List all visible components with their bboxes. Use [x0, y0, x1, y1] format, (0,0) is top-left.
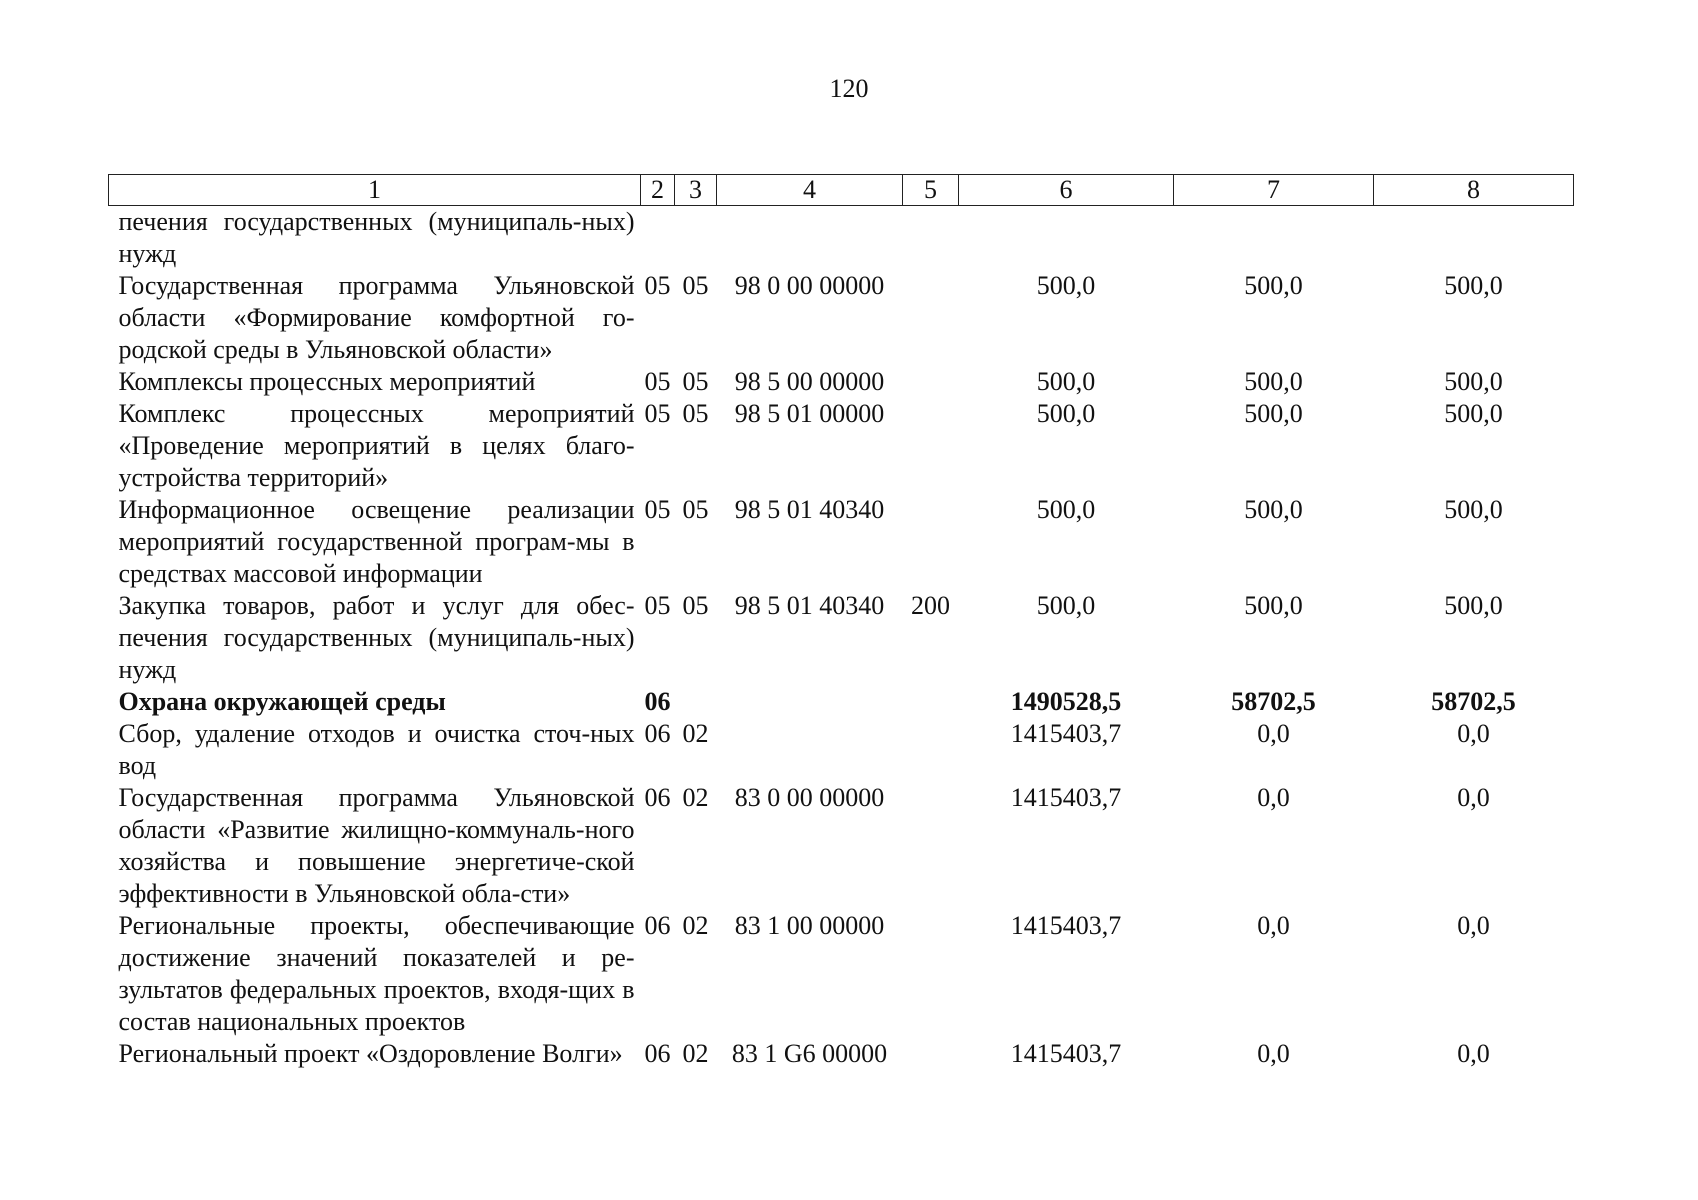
row-section	[641, 206, 675, 271]
row-amount-7: 0,0	[1257, 911, 1290, 940]
row-amount-6: 1415403,7	[1010, 783, 1122, 812]
row-subsection: 02	[682, 1039, 709, 1068]
row-target-code: 98 5 00 00000	[734, 367, 885, 396]
row-amount-7: 58702,5	[1231, 687, 1316, 716]
table-header-row	[109, 175, 1574, 206]
budget-table	[108, 174, 1574, 1070]
column-header-4: 4	[717, 175, 903, 206]
row-amount-8: 0,0	[1457, 719, 1490, 748]
column-header-7: 7	[1174, 175, 1374, 206]
row-amount-7: 500,0	[1244, 367, 1303, 396]
row-name: Государственная программа Ульяновской области «Формирование комфортной го-родской среды в Ульяновской области»	[118, 271, 635, 364]
row-subsection: 05	[682, 399, 709, 428]
row-amount-8: 58702,5	[1431, 687, 1516, 716]
row-target-code: 83 1 G6 00000	[731, 1039, 888, 1068]
row-target-code: 98 5 01 40340	[734, 591, 885, 620]
row-expense-type	[903, 270, 959, 366]
table-row	[109, 590, 1574, 686]
row-name: Закупка товаров, работ и услуг для обес-печения государственных (муниципаль-ных) нужд	[118, 591, 635, 684]
row-expense-type	[903, 910, 959, 1038]
row-amount-6: 1415403,7	[1010, 1039, 1122, 1068]
row-amount-6: 1415403,7	[1010, 911, 1122, 940]
table-row	[109, 1038, 1574, 1070]
row-amount-6: 1490528,5	[1010, 687, 1122, 716]
row-amount-7: 0,0	[1257, 719, 1290, 748]
table-body	[109, 206, 1574, 1071]
table-row	[109, 366, 1574, 398]
row-target-code	[717, 718, 903, 782]
row-subsection: 02	[682, 719, 709, 748]
table-row	[109, 718, 1574, 782]
table-row	[109, 398, 1574, 494]
row-section: 05	[644, 271, 671, 300]
row-subsection: 05	[682, 591, 709, 620]
row-amount-8: 500,0	[1444, 495, 1503, 524]
row-target-code: 98 5 01 40340	[734, 495, 885, 524]
row-amount-7: 500,0	[1244, 591, 1303, 620]
column-header-5: 5	[903, 175, 959, 206]
row-expense-type	[903, 206, 959, 271]
row-amount-6: 500,0	[1036, 367, 1096, 396]
row-section: 06	[644, 911, 671, 940]
row-amount-7: 500,0	[1244, 271, 1303, 300]
row-section: 05	[644, 591, 671, 620]
row-name: Комплекс процессных мероприятий «Проведение мероприятий в целях благо-устройства территорий»	[118, 399, 635, 492]
row-amount-8: 0,0	[1457, 911, 1490, 940]
row-amount-7: 0,0	[1257, 1039, 1290, 1068]
row-amount-6	[959, 206, 1174, 271]
row-name: Государственная программа Ульяновской области «Развитие жилищно-коммуналь-ного хозяйства и повышение энергетиче-ской эффективности в Ульяновской обла-сти»	[118, 783, 635, 908]
column-header-3: 3	[675, 175, 717, 206]
row-section: 06	[644, 783, 671, 812]
row-subsection	[675, 686, 717, 718]
row-target-code	[717, 206, 903, 271]
column-header-1: 1	[109, 175, 641, 206]
row-name: Региональный проект «Оздоровление Волги»	[118, 1039, 623, 1068]
page-number: 120	[829, 74, 869, 103]
column-header-6: 6	[959, 175, 1174, 206]
row-amount-6: 500,0	[1036, 591, 1096, 620]
row-amount-8: 500,0	[1444, 399, 1503, 428]
row-amount-6: 500,0	[1036, 495, 1096, 524]
row-target-code: 83 0 00 00000	[734, 783, 885, 812]
table-row	[109, 270, 1574, 366]
row-amount-6: 500,0	[1036, 399, 1096, 428]
table-row	[109, 494, 1574, 590]
row-subsection: 02	[682, 783, 709, 812]
row-name: Комплексы процессных мероприятий	[118, 367, 536, 396]
row-section: 05	[644, 495, 671, 524]
table-row	[109, 910, 1574, 1038]
table-row	[109, 782, 1574, 910]
row-subsection: 05	[682, 367, 709, 396]
row-target-code: 83 1 00 00000	[734, 911, 885, 940]
row-name: печения государственных (муниципаль-ных) нужд	[118, 207, 635, 268]
row-name: Сбор, удаление отходов и очистка сточ-ных вод	[118, 719, 635, 780]
row-amount-8: 0,0	[1457, 1039, 1490, 1068]
row-section: 06	[644, 1039, 671, 1068]
row-expense-type	[903, 494, 959, 590]
row-amount-7: 0,0	[1257, 783, 1290, 812]
row-amount-8: 500,0	[1444, 367, 1503, 396]
row-subsection	[675, 206, 717, 271]
row-section: 05	[644, 367, 671, 396]
row-name: Региональные проекты, обеспечивающие достижение значений показателей и ре-зультатов федеральных проектов, входя-щих в состав национальных проектов	[118, 911, 635, 1036]
row-amount-6: 500,0	[1036, 271, 1096, 300]
row-section: 05	[644, 399, 671, 428]
table-row	[109, 686, 1574, 718]
row-name: Информационное освещение реализации мероприятий государственной програм-мы в средствах массовой информации	[118, 495, 635, 588]
row-subsection: 02	[682, 911, 709, 940]
row-expense-type	[903, 718, 959, 782]
row-target-code: 98 0 00 00000	[734, 271, 885, 300]
row-expense-type	[903, 1038, 959, 1070]
row-amount-6: 1415403,7	[1010, 719, 1122, 748]
row-amount-7: 500,0	[1244, 399, 1303, 428]
row-section: 06	[644, 719, 671, 748]
table-row	[109, 206, 1574, 271]
row-amount-8	[1374, 206, 1574, 271]
row-amount-8: 500,0	[1444, 591, 1503, 620]
row-target-code	[717, 686, 903, 718]
row-expense-type	[903, 686, 959, 718]
row-amount-8: 0,0	[1457, 783, 1490, 812]
row-expense-type	[903, 782, 959, 910]
row-expense-type	[903, 366, 959, 398]
column-header-2: 2	[641, 175, 675, 206]
row-amount-8: 500,0	[1444, 271, 1503, 300]
row-subsection: 05	[682, 495, 709, 524]
row-amount-7: 500,0	[1244, 495, 1303, 524]
row-expense-type	[903, 398, 959, 494]
row-subsection: 05	[682, 271, 709, 300]
row-amount-7	[1174, 206, 1374, 271]
row-name: Охрана окружающей среды	[118, 687, 446, 716]
row-expense-type: 200	[911, 591, 950, 620]
row-target-code: 98 5 01 00000	[734, 399, 885, 428]
row-section: 06	[644, 687, 671, 716]
column-header-8: 8	[1374, 175, 1574, 206]
